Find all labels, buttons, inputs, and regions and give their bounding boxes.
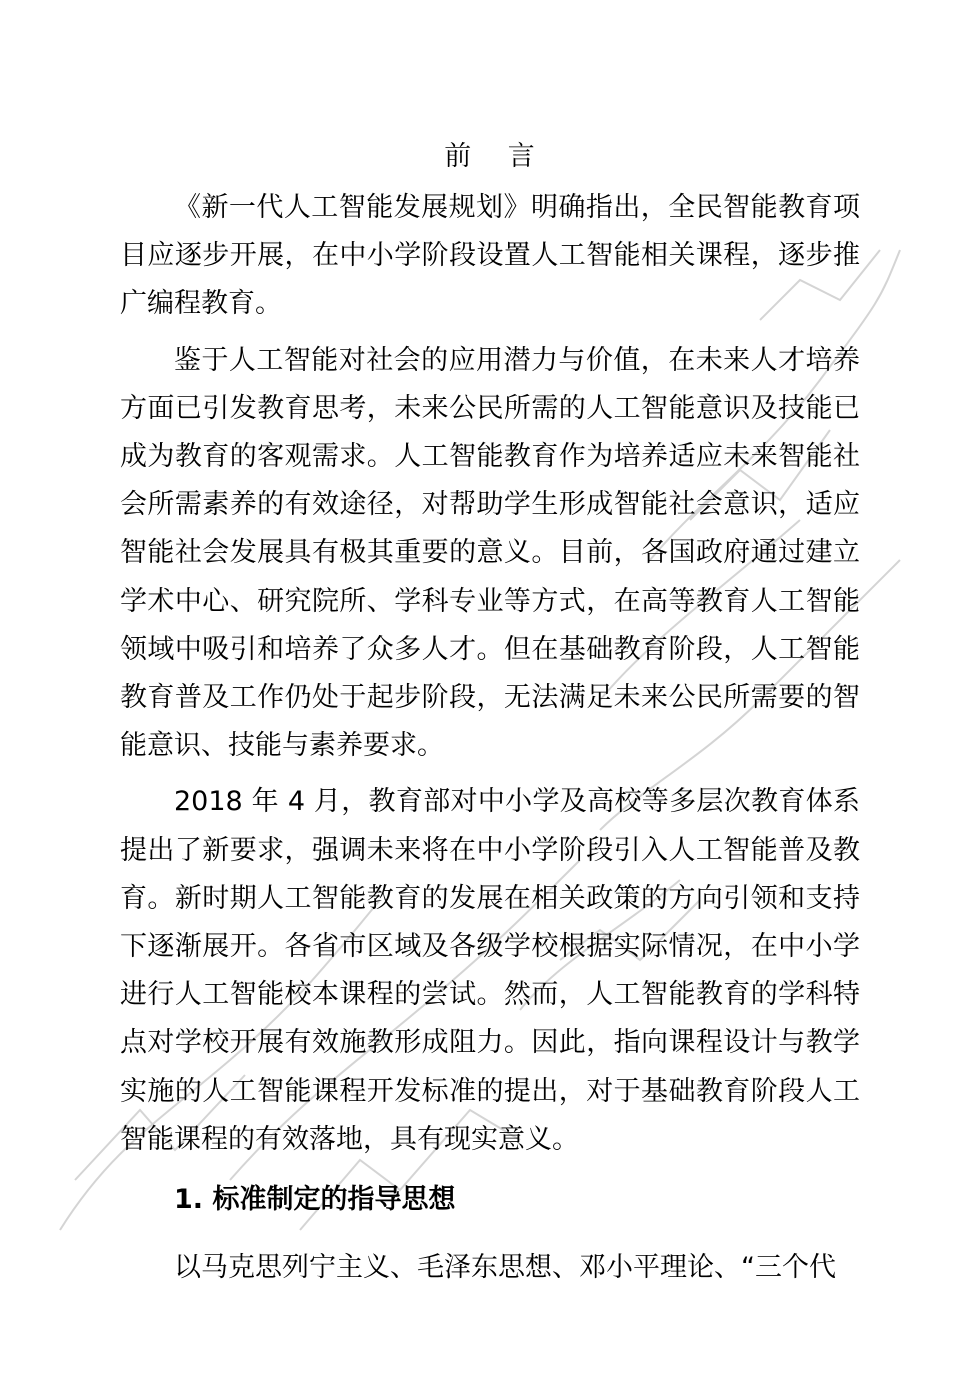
page-title: 前 言 xyxy=(444,141,549,172)
paragraph-intro: 《新一代人工智能发展规划》明确指出，全民智能教育项目应逐步开展，在中小学阶段设置人工智能相关课程，逐步推广编程教育。 xyxy=(120,192,860,320)
document-body xyxy=(120,184,860,1292)
section-heading: 1. 标准制定的指导思想 xyxy=(174,1184,456,1216)
paragraph-guiding-thought: 以马克思列宁主义、毛泽东思想、邓小平理论、“三个代 xyxy=(174,1252,836,1284)
paragraph-2018-policy: 2018 年 4 月，教育部对中小学及高校等多层次教育体系提出了新要求，强调未来将在中小学阶段引入人工智能普及教育。新时期人工智能教育的发展在相关政策的方向引领和支持下逐渐展开。各省市区域及各级学校根据实际情况，在中小学进行人工智能校本课程的尝试。然而，人工智能教育的学科特点对学校开展有效施教形成阻力。因此，指向课程设计与教学实施的人工智能课程开发标准的提出，对于基础教育阶段人工智能课程的有效落地，具有现实意义。 xyxy=(120,786,860,1155)
paragraph-ai-value: 鉴于人工智能对社会的应用潜力与价值，在未来人才培养方面已引发教育思考，未来公民所需的人工智能意识及技能已成为教育的客观需求。人工智能教育作为培养适应未来智能社会所需素养的有效途径，对帮助学生形成智能社会意识，适应智能社会发展具有极其重要的意义。目前，各国政府通过建立学术中心、研究院所、学科专业等方式，在高等教育人工智能领域中吸引和培养了众多人才。但在基础教育阶段，人工智能教育普及工作仍处于起步阶段，无法满足未来公民所需要的智能意识、技能与素养要求。 xyxy=(120,344,860,762)
